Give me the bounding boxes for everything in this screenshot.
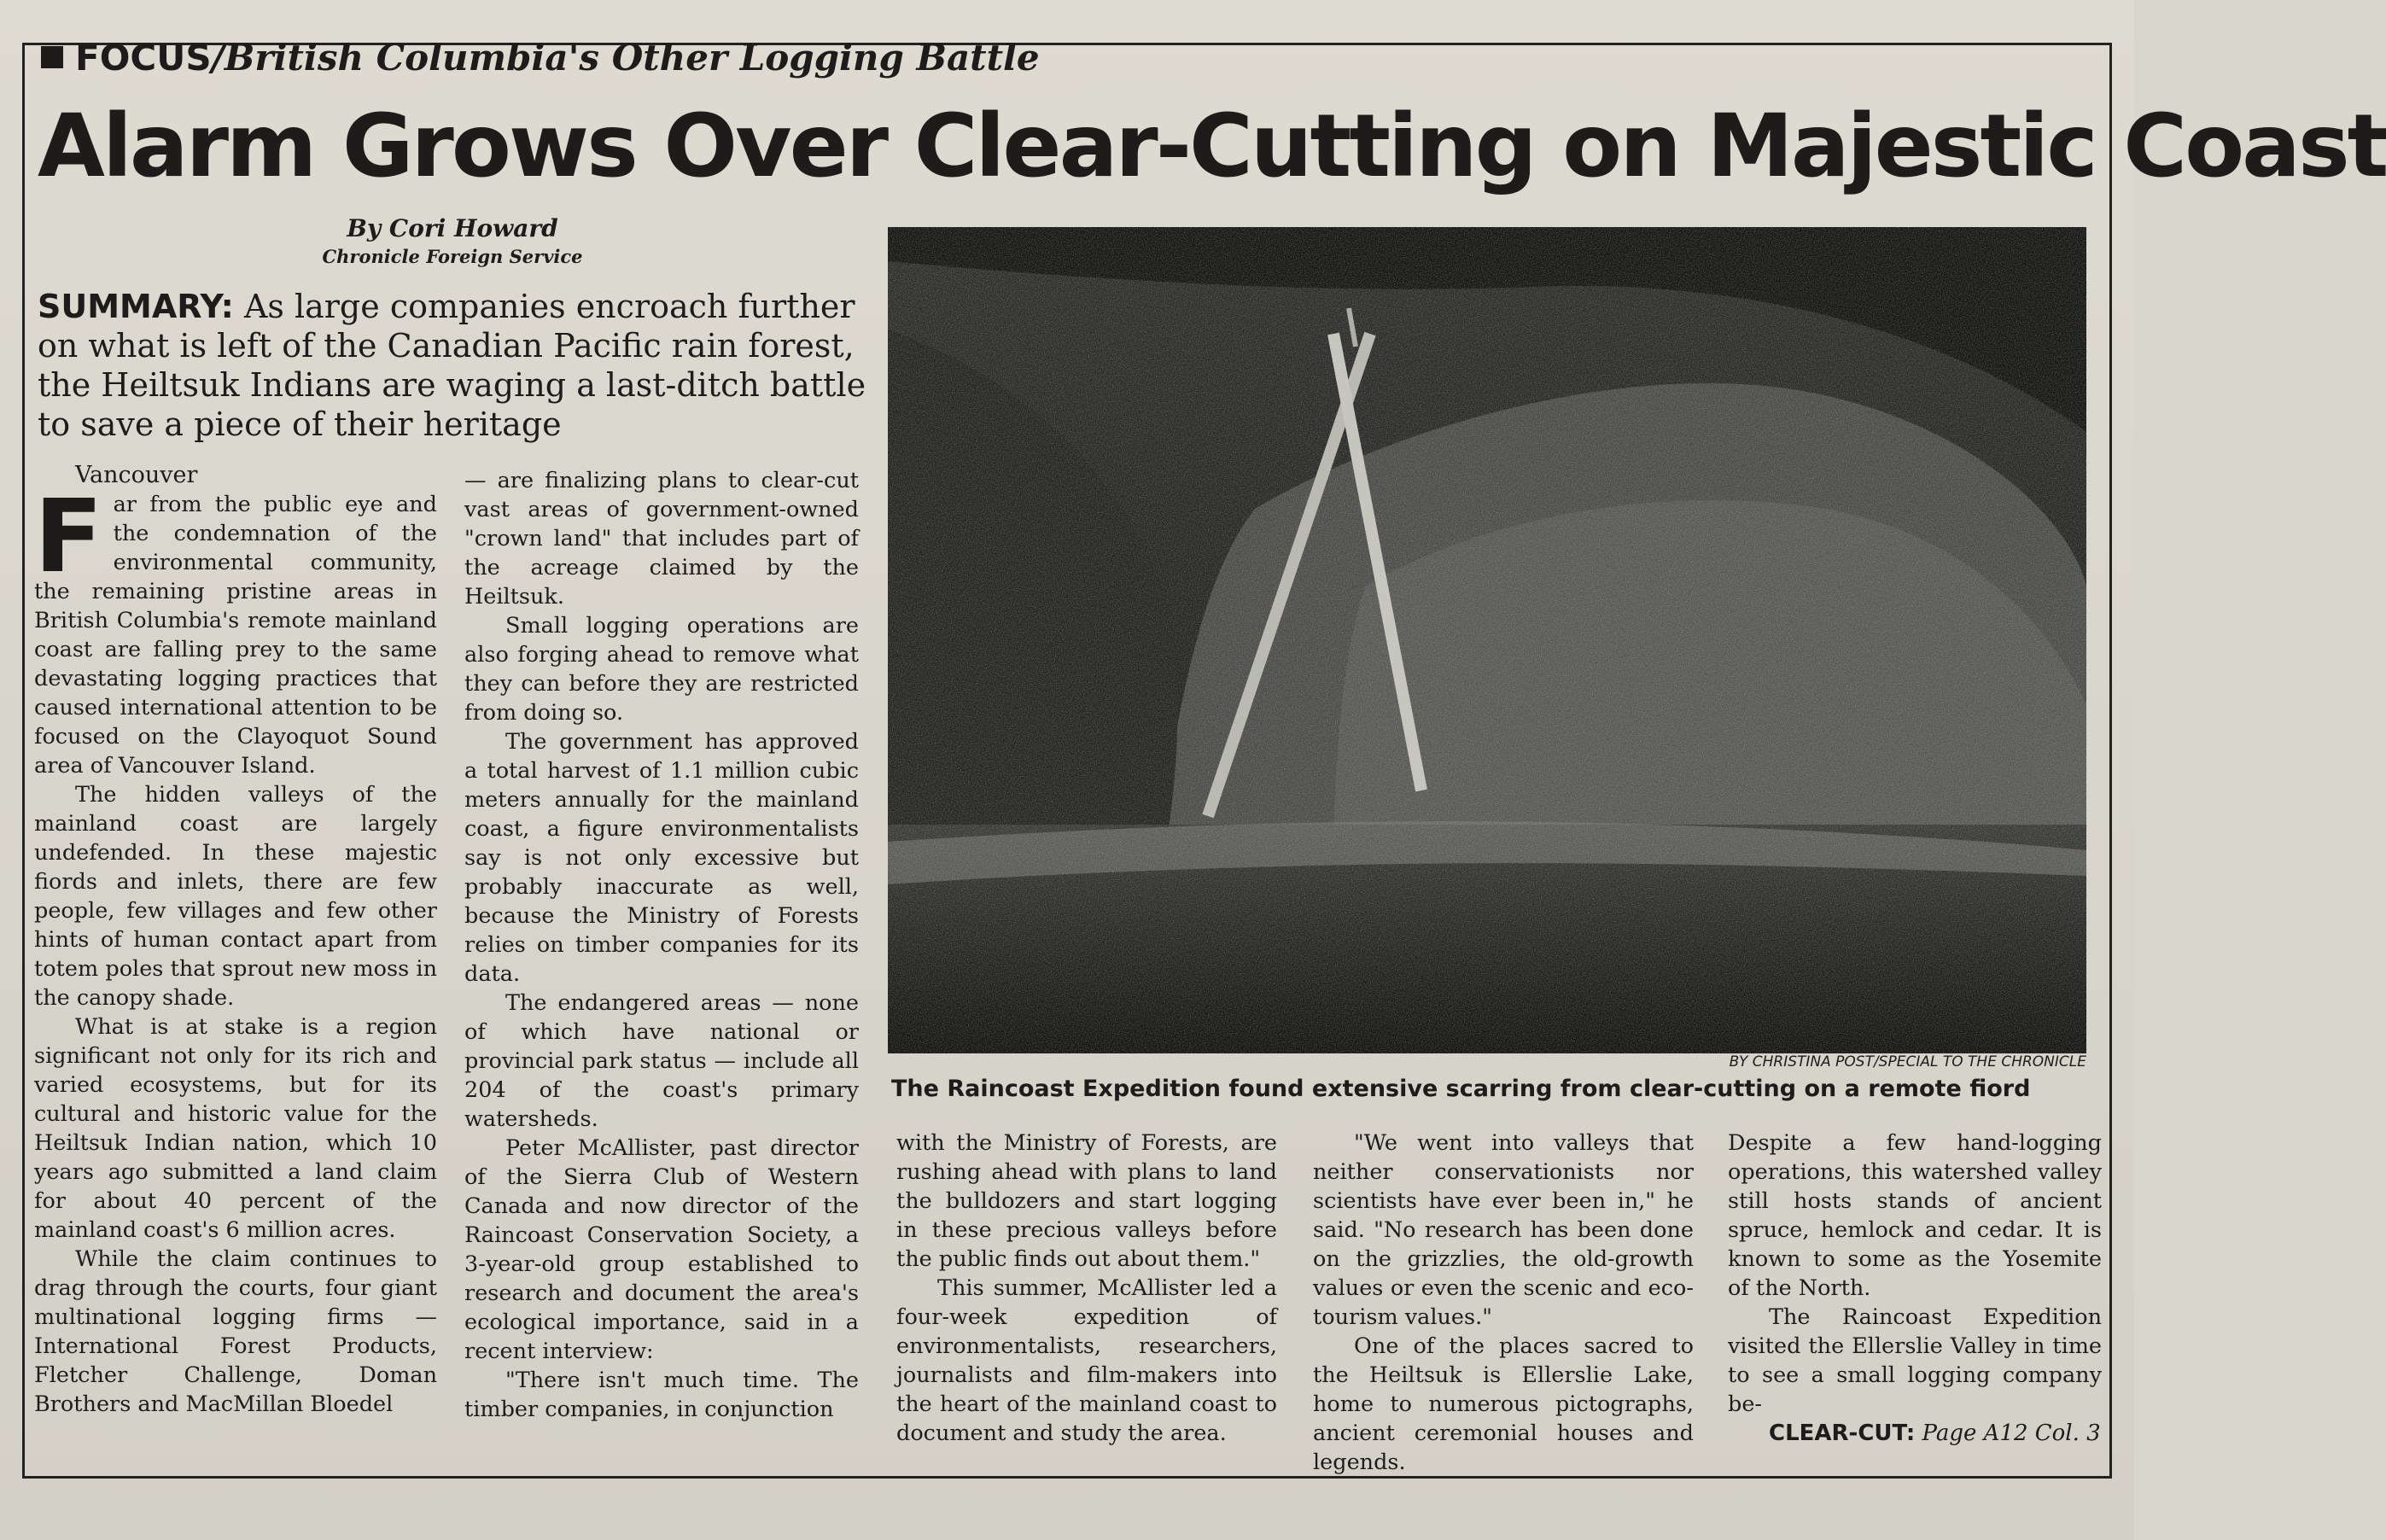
continuation-jump <box>1728 1419 2102 1448</box>
article-paragraph: The Raincoast Expedition visited the Ellerslie Valley in time to see a small logging company be- <box>1728 1304 2102 1417</box>
article-photo <box>888 227 2086 1053</box>
article-column-2 <box>464 466 859 1424</box>
summary-label: SUMMARY: <box>38 288 234 325</box>
headline: Alarm Grows Over Clear-Cutting on Majestic Coast <box>38 96 2386 197</box>
dateline: Vancouver <box>75 462 198 488</box>
summary-text: As large companies encroach further on what is left of the Canadian Pacific rain forest, the Heiltsuk Indians are waging a last-ditch battle to save a piece of their heritage <box>38 288 866 443</box>
article-column-3 <box>896 1129 1277 1448</box>
article-column-4 <box>1313 1129 1694 1477</box>
article-paragraph: The endangered areas — none of which have national or provincial park status — include all 204 of the coast's primary watersheds. <box>464 990 859 1132</box>
article-paragraph: The hidden valleys of the mainland coast are largely undefended. In these majestic fiords and inlets, there are few people, few villages and few other hints of human contact apart from totem poles that sprout new moss in the canopy shade. <box>34 782 437 1011</box>
summary <box>38 287 874 444</box>
article-paragraph: "There isn't much time. The timber companies, in conjunction <box>464 1368 859 1422</box>
photo-credit: BY CHRISTINA POST/SPECIAL TO THE CHRONICLE <box>1729 1053 2086 1070</box>
photo-caption: The Raincoast Expedition found extensive scarring from clear-cutting on a remote fiord <box>891 1076 2031 1102</box>
section-label: FOCUS <box>75 37 212 79</box>
article-column-5 <box>1728 1129 2102 1448</box>
article-paragraph: Despite a few hand-logging operations, this watershed valley still hosts stands of ancient spruce, hemlock and cedar. It is known to some as the Yosemite of the North. <box>1728 1130 2102 1301</box>
byline <box>273 213 632 270</box>
byline-organization: Chronicle Foreign Service <box>322 246 583 267</box>
article-paragraph: One of the places sacred to the Heiltsuk is Ellerslie Lake, home to numerous pictographs, ancient ceremonial houses and legends. <box>1313 1333 1694 1475</box>
square-bullet-icon <box>41 46 63 68</box>
paragraph-text: ar from the public eye and the condemnation of the environmental community, the remaining pristine areas in British Columbia's remote mainland coast are falling prey to the same devastating logging practices that caused international attention to be focused on the Clayoquot Sound area of Vancouver Island. <box>34 492 437 779</box>
kicker-subtitle: British Columbia's Other Logging Battle <box>224 37 1040 79</box>
article-paragraph: This summer, McAllister led a four-week expedition of environmentalists, researchers, journalists and film-makers into the heart of the mainland coast to document and study the area. <box>896 1275 1277 1446</box>
article-paragraph: — are finalizing plans to clear-cut vast areas of government-owned "crown land" that includes part of the acreage claimed by the Heiltsuk. <box>464 468 859 610</box>
kicker-separator: / <box>211 37 225 79</box>
article-paragraph: While the claim continues to drag through the courts, four giant multinational logging firms — International Forest Products, Fletcher Challenge, Doman Brothers and MacMillan Bloedel <box>34 1246 437 1417</box>
section-kicker <box>41 36 1040 80</box>
article-paragraph: with the Ministry of Forests, are rushing ahead with plans to land the bulldozers and start logging in these precious valleys before the public finds out about them." <box>896 1130 1277 1272</box>
article-paragraph: Small logging operations are also forging ahead to remove what they can before they are restricted from doing so. <box>464 613 859 726</box>
article-paragraph <box>34 477 437 780</box>
byline-author: By Cori Howard <box>347 214 558 242</box>
article-paragraph: The government has approved a total harvest of 1.1 million cubic meters annually for the mainland coast, a figure environmentalists say is not only excessive but probably inaccurate as well, because the Ministry of Forests relies on timber companies for its data. <box>464 729 859 987</box>
drop-cap: F <box>34 477 103 595</box>
article-paragraph: What is at stake is a region significant not only for its rich and varied ecosystems, but for its cultural and historic value for the Heiltsuk Indian nation, which 10 years ago submitted a land claim for about 40 percent of the mainland coast's 6 million acres. <box>34 1014 437 1243</box>
jump-page: Page A12 Col. 3 <box>1915 1420 2101 1446</box>
jump-label: CLEAR-CUT: <box>1769 1420 1916 1446</box>
article-column-1 <box>34 461 437 1419</box>
clearcut-photo-image <box>888 227 2086 1053</box>
article-paragraph: Peter McAllister, past director of the Sierra Club of Western Canada and now director of the Raincoast Conservation Society, a 3-year-old group established to research and document the area's ecological importance, said in a recent interview: <box>464 1135 859 1364</box>
article-paragraph: "We went into valleys that neither conservationists nor scientists have ever been in," he said. "No research has been done on the grizzlies, the old-growth values or even the scenic and eco-tourism values." <box>1313 1130 1694 1330</box>
